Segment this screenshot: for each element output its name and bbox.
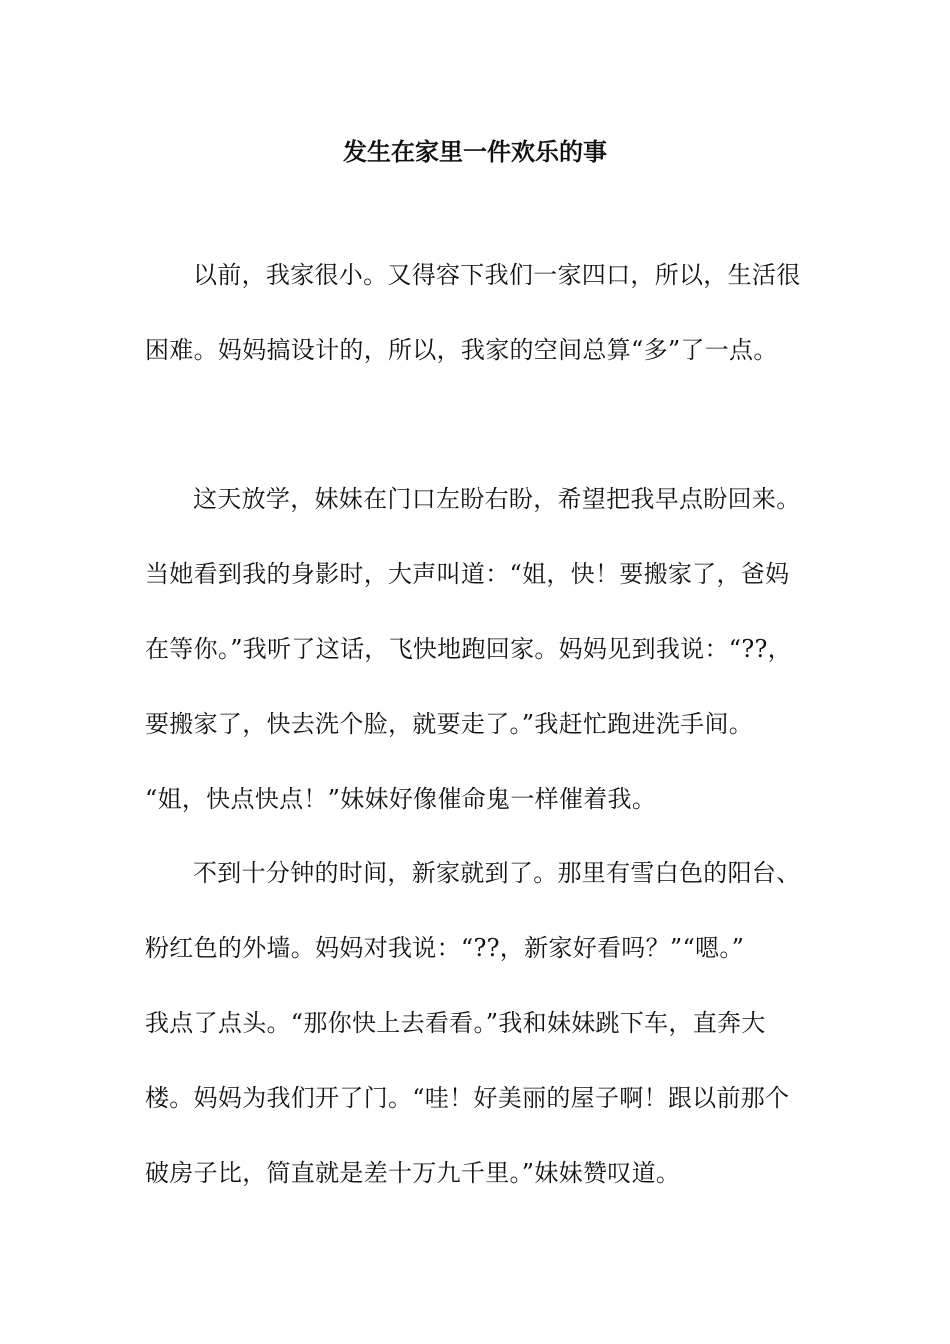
paragraph-3-line-5: 破房子比，简直就是差十万九千里。”妹妹赞叹道。 xyxy=(145,1159,681,1187)
paragraph-2-line-3: 在等你。”我听了这话，飞快地跑回家。妈妈见到我说：“??， xyxy=(145,635,792,663)
paragraph-3-line-3: 我点了点头。“那你快上去看看。”我和妹妹跳下车，直奔大 xyxy=(145,1009,766,1037)
paragraph-3-line-2: 粉红色的外墙。妈妈对我说：“??，新家好看吗？”“嗯。” xyxy=(145,934,745,962)
paragraph-3-line-4: 楼。妈妈为我们开了门。“哇！好美丽的屋子啊！跟以前那个 xyxy=(145,1084,790,1112)
paragraph-1-line-1: 以前，我家很小。又得容下我们一家四口，所以，生活很 xyxy=(193,261,801,289)
paragraph-1-line-2: 困难。妈妈搞设计的，所以，我家的空间总算“多”了一点。 xyxy=(145,336,778,364)
paragraph-2-line-1: 这天放学，妹妹在门口左盼右盼，希望把我早点盼回来。 xyxy=(193,485,801,513)
paragraph-2-line-2: 当她看到我的身影时，大声叫道：“姐，快！要搬家了，爸妈 xyxy=(145,560,790,588)
paragraph-3-line-1: 不到十分钟的时间，新家就到了。那里有雪白色的阳台、 xyxy=(193,859,801,887)
paragraph-2-line-4: 要搬家了，快去洗个脸，就要走了。”我赶忙跑进洗手间。 xyxy=(145,710,754,738)
paragraph-2-line-5: “姐，快点快点！”妹妹好像催命鬼一样催着我。 xyxy=(145,785,657,813)
document-title: 发生在家里一件欢乐的事 xyxy=(343,137,607,166)
